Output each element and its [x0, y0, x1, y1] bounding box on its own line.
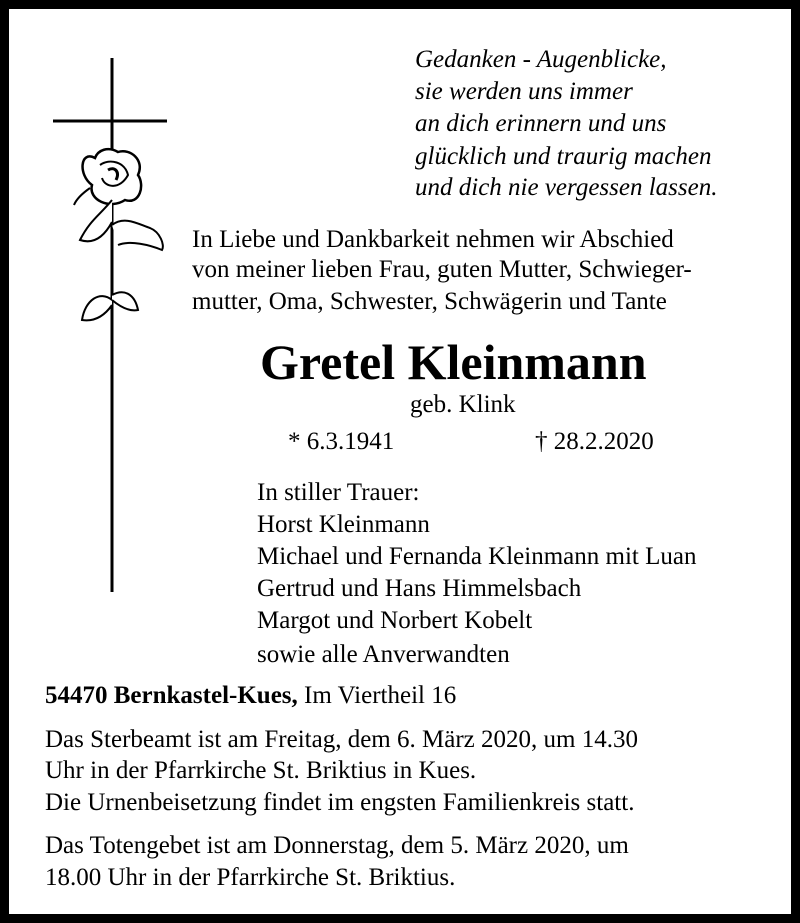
prayer-line: Das Totengebet ist am Donnerstag, dem 5. März 2020, um	[45, 832, 629, 859]
poem-line: glücklich und traurig machen	[415, 143, 712, 170]
address-city: 54470 Bernkastel-Kues,	[45, 682, 298, 709]
deceased-name: Gretel Kleinmann	[260, 334, 647, 390]
address-street: Im Viertheil 16	[297, 682, 457, 709]
intro-line: von meiner lieben Frau, guten Mutter, Schwieger-	[192, 256, 692, 283]
intro-line: In Liebe und Dankbarkeit nehmen wir Abschied	[192, 226, 674, 253]
address	[45, 681, 456, 711]
birth-date: * 6.3.1941	[288, 428, 395, 455]
prayer-line: 18.00 Uhr in der Pfarrkirche St. Briktius.	[45, 864, 456, 891]
mourner-line: sowie alle Anverwandten	[257, 641, 510, 668]
poem-line: an dich erinnern und uns	[415, 110, 667, 137]
mourner-line: In stiller Trauer:	[257, 479, 420, 506]
death-date: † 28.2.2020	[535, 428, 654, 455]
mourner-line: Margot und Norbert Kobelt	[257, 607, 533, 634]
mourner-line: Horst Kleinmann	[257, 511, 430, 538]
poem-line: sie werden uns immer	[415, 78, 633, 105]
mourner-line: Gertrud und Hans Himmelsbach	[257, 575, 582, 602]
maiden-name: geb. Klink	[410, 391, 516, 418]
funeral-line: Die Urnenbeisetzung findet im engsten Familienkreis statt.	[45, 789, 635, 816]
funeral-line: Uhr in der Pfarrkirche St. Briktius in Kues.	[45, 757, 477, 784]
poem-line: Gedanken - Augenblicke,	[415, 46, 667, 73]
funeral-line: Das Sterbeamt ist am Freitag, dem 6. März 2020, um 14.30	[45, 726, 638, 753]
intro-line: mutter, Oma, Schwester, Schwägerin und Tante	[192, 288, 667, 315]
mourner-line: Michael und Fernanda Kleinmann mit Luan	[257, 543, 697, 570]
poem-line: und dich nie vergessen lassen.	[415, 174, 718, 201]
